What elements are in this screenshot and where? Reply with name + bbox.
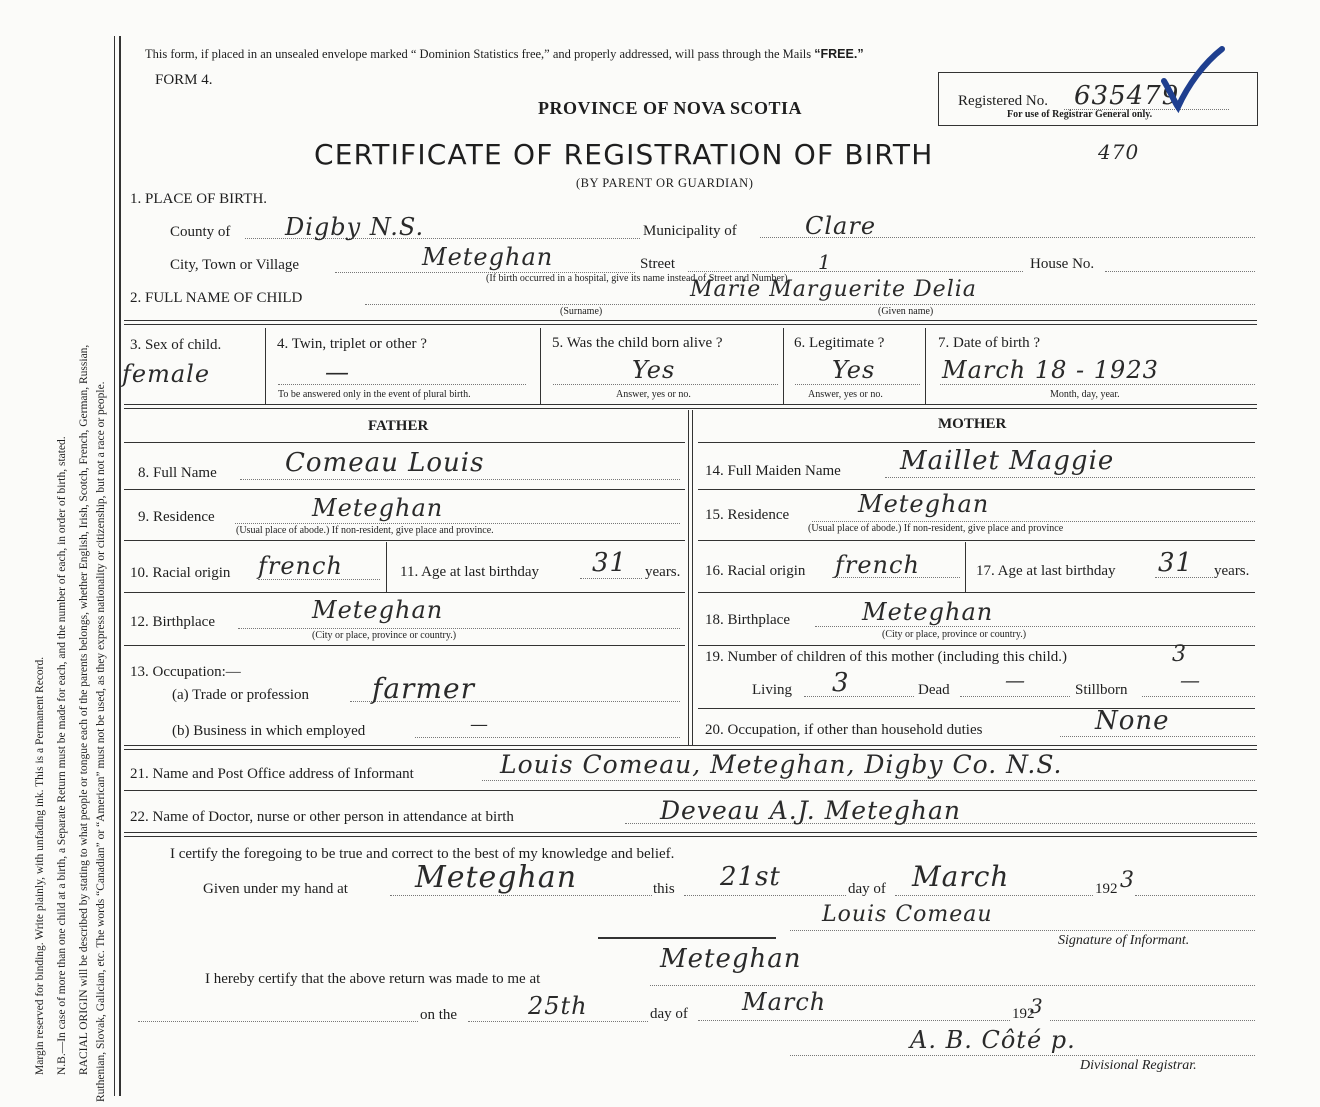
father-name-value: Comeau Louis xyxy=(285,448,485,478)
father-occupation-label: 13. Occupation:— xyxy=(130,664,241,680)
given-day-value: 21st xyxy=(720,862,781,892)
father-business-label: (b) Business in which employed xyxy=(172,723,366,739)
father-birthplace-note: (City or place, province or country.) xyxy=(312,630,457,641)
legitimate-label: 6. Legitimate ? xyxy=(794,335,885,351)
father-trade-label: (a) Trade or profession xyxy=(172,687,310,703)
legitimate-value: Yes xyxy=(832,356,876,384)
mother-age-years: years. xyxy=(1214,563,1250,579)
given-year-value: 3 xyxy=(1120,868,1135,893)
mother-residence-value: Meteghan xyxy=(858,490,990,518)
father-residence-value: Meteghan xyxy=(312,494,444,522)
father-birthplace-label: 12. Birthplace xyxy=(130,614,215,630)
born-alive-value: Yes xyxy=(632,356,676,384)
father-name-label: 8. Full Name xyxy=(138,465,217,481)
twin-note: To be answered only in the event of plural birth. xyxy=(278,389,471,400)
father-residence-label: 9. Residence xyxy=(138,509,215,525)
mother-name-label: 14. Full Maiden Name xyxy=(705,463,841,479)
mother-birthplace-note: (City or place, province or country.) xyxy=(882,629,1027,640)
margin-note-binding: Margin reserved for binding. Write plainly, with unfading ink. This is a Permanent Record. xyxy=(34,656,46,1075)
mail-note-free: “FREE.” xyxy=(814,47,864,61)
street-value: 1 xyxy=(818,250,832,274)
place-of-birth-heading: 1. PLACE OF BIRTH. xyxy=(130,191,268,207)
mother-residence-note: (Usual place of abode.) If non-resident, give place and province xyxy=(808,523,1064,534)
margin-note-racial-origin-2: Ruthenian, Slovak, Galician, etc. The words “Canadian” or “American” must not be used, as they express nationality or citizenship, but not a race or people. xyxy=(95,381,107,1102)
mother-racial-label: 16. Racial origin xyxy=(705,563,806,579)
surname-caption: (Surname) xyxy=(560,306,603,317)
county-value: Digby N.S. xyxy=(285,213,425,241)
given-label: Given under my hand at xyxy=(203,881,348,897)
father-age-value: 31 xyxy=(592,548,628,578)
father-age-label: 11. Age at last birthday xyxy=(400,564,539,580)
registrar-year-prefix: 192 xyxy=(1012,1006,1035,1022)
child-name-value: Marie Marguerite Delia xyxy=(690,277,977,302)
certify-statement: I certify the foregoing to be true and correct to the best of my knowledge and belief. xyxy=(170,846,675,862)
father-birthplace-value: Meteghan xyxy=(312,596,444,624)
sex-label: 3. Sex of child. xyxy=(130,337,222,353)
mother-racial-value: french xyxy=(835,551,920,579)
given-day-of-label: day of xyxy=(848,881,886,897)
certificate-title: CERTIFICATE OF REGISTRATION OF BIRTH xyxy=(314,138,934,171)
mail-note-text: This form, if placed in an unsealed envelope marked “ Dominion Statistics free,” and properly addressed, will pass through the Mails xyxy=(145,47,815,61)
living-value: 3 xyxy=(832,668,850,698)
mother-occupation-label: 20. Occupation, if other than household duties xyxy=(705,722,983,738)
given-place-value: Meteghan xyxy=(415,860,578,895)
binding-rule xyxy=(114,36,115,1096)
mother-birthplace-value: Meteghan xyxy=(862,598,994,626)
registered-number: 635479 xyxy=(1074,81,1180,111)
registrar-caption: Divisional Registrar. xyxy=(1080,1058,1197,1073)
city-label: City, Town or Village xyxy=(170,257,300,273)
child-name-label: 2. FULL NAME OF CHILD xyxy=(130,290,303,306)
children-count-label: 19. Number of children of this mother (including this child.) xyxy=(705,649,1068,665)
certificate-subtitle: (BY PARENT OR GUARDIAN) xyxy=(576,176,754,190)
father-racial-label: 10. Racial origin xyxy=(130,565,231,581)
sex-value: female xyxy=(122,360,211,388)
mother-birthplace-label: 18. Birthplace xyxy=(705,612,790,628)
street-label: Street xyxy=(640,256,675,272)
dob-note: Month, day, year. xyxy=(1050,389,1120,400)
margin-note-multiple-births: N.B.—In case of more than one child at a birth, a Separate Return must be made for each, and the number of each, in order of birth, stated. xyxy=(56,436,68,1075)
born-alive-label: 5. Was the child born alive ? xyxy=(552,335,723,351)
stillborn-label: Stillborn xyxy=(1075,682,1128,698)
mother-heading: MOTHER xyxy=(938,416,1007,432)
municipality-label: Municipality of xyxy=(643,223,737,239)
house-number-label: House No. xyxy=(1030,256,1095,272)
father-racial-value: french xyxy=(258,552,343,580)
attendant-value: Deveau A.J. Meteghan xyxy=(660,796,962,825)
father-age-years: years. xyxy=(645,564,681,580)
street-note: (If birth occurred in a hospital, give its name instead of Street and Number) xyxy=(486,273,788,284)
dead-value: — xyxy=(1005,668,1026,692)
given-month-value: March xyxy=(912,860,1010,893)
form-number: FORM 4. xyxy=(155,72,213,88)
this-label: this xyxy=(653,881,675,897)
informant-value: Louis Comeau, Meteghan, Digby Co. N.S. xyxy=(500,750,1063,779)
living-label: Living xyxy=(752,682,792,698)
registrar-month-value: March xyxy=(742,988,827,1016)
mail-note xyxy=(145,47,864,62)
stillborn-value: — xyxy=(1180,668,1201,692)
attendant-label: 22. Name of Doctor, nurse or other person in attendance at birth xyxy=(130,809,514,825)
informant-signature-caption: Signature of Informant. xyxy=(1058,933,1190,948)
twin-value: — xyxy=(325,358,350,386)
registrar-year-value: 3 xyxy=(1030,994,1044,1018)
city-value: Meteghan xyxy=(422,243,554,271)
registrar-day-of-label: day of xyxy=(650,1006,688,1022)
binding-rule-inner xyxy=(119,36,121,1096)
informant-label: 21. Name and Post Office address of Informant xyxy=(130,766,414,782)
given-name-caption: (Given name) xyxy=(878,306,934,317)
twin-label: 4. Twin, triplet or other ? xyxy=(277,336,427,352)
registrar-day-value: 25th xyxy=(528,992,588,1020)
margin-note-racial-origin-1: RACIAL ORIGIN will be described by stating to what people or tongue each of the parents belongs, whether English, Irish, Scotch, French, German, Russian, xyxy=(78,344,90,1075)
registrar-signature: A. B. Côté p. xyxy=(910,1026,1076,1054)
dob-label: 7. Date of birth ? xyxy=(938,335,1041,351)
given-year-prefix: 192 xyxy=(1095,881,1118,897)
dead-label: Dead xyxy=(918,682,950,698)
father-heading: FATHER xyxy=(368,418,429,434)
check-mark-icon xyxy=(1160,45,1230,115)
children-count-value: 3 xyxy=(1172,642,1187,667)
registrar-place-value: Meteghan xyxy=(660,944,802,974)
title-mark: 470 xyxy=(1098,140,1140,164)
dob-value: March 18 - 1923 xyxy=(942,356,1159,384)
county-label: County of xyxy=(170,224,231,240)
province-heading: PROVINCE OF NOVA SCOTIA xyxy=(538,98,803,118)
mother-occupation-value: None xyxy=(1095,706,1170,736)
father-residence-note: (Usual place of abode.) If non-resident, give place and province. xyxy=(236,525,494,536)
father-trade-value: farmer xyxy=(372,672,475,705)
legitimate-note: Answer, yes or no. xyxy=(808,389,883,400)
municipality-value: Clare xyxy=(805,212,877,240)
registrar-note: For use of Registrar General only. xyxy=(1007,109,1153,120)
mother-residence-label: 15. Residence xyxy=(705,507,790,523)
mother-age-value: 31 xyxy=(1158,548,1194,578)
mother-age-label: 17. Age at last birthday xyxy=(976,563,1116,579)
registrar-statement: I hereby certify that the above return was made to me at xyxy=(205,971,541,987)
mother-name-value: Maillet Maggie xyxy=(900,446,1115,476)
father-business-value: — xyxy=(470,714,489,735)
on-the-label: on the xyxy=(420,1007,458,1023)
informant-signature: Louis Comeau xyxy=(822,902,993,927)
born-alive-note: Answer, yes or no. xyxy=(616,389,691,400)
registered-label: Registered No. xyxy=(958,93,1048,109)
